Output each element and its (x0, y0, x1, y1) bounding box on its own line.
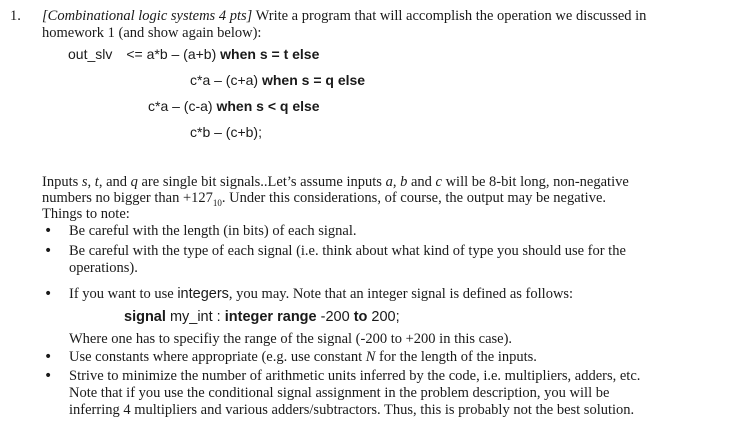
var-b: b (400, 174, 408, 190)
bullet-icon: • (44, 223, 53, 239)
para-line-3: Things to note: (42, 206, 130, 222)
var-q: q (130, 174, 138, 190)
para-text: , (392, 174, 401, 190)
base-subscript: 10 (212, 197, 222, 208)
bullet-2-text-line1: Be careful with the type of each signal (i.e. think about what kind of type you should use for the (69, 243, 626, 259)
bullet-4-text (69, 349, 537, 366)
code-range-low: -200 (320, 309, 354, 325)
bullet-4-text-b: for the length of the inputs. (375, 349, 537, 365)
var-a: a (385, 174, 393, 190)
question-tag: [Combinational logic systems 4 pts] (42, 8, 253, 24)
code-expr-2: c*a – (c+a) (190, 72, 262, 88)
code-range-high: 200; (371, 309, 400, 325)
keyword-integers: integers (177, 286, 229, 302)
bullet-icon: • (44, 243, 53, 259)
code-lhs: out_slv (68, 46, 113, 62)
code-expr-1: <= a*b – (a+b) (126, 46, 221, 62)
code-cond-2: when s = q else (261, 72, 366, 88)
para-line-1 (42, 174, 629, 191)
code-line-3 (148, 98, 320, 115)
bullet-icon: • (44, 368, 53, 384)
code-line-4: c*b – (c+b); (190, 124, 262, 140)
code-cond-3: when s < q else (216, 98, 320, 114)
bullet-4-text-a: Use constants where appropriate (e.g. use constant (69, 349, 366, 365)
bullet-3-after: Where one has to specifiy the range of the signal (-200 to +200 in this case). (69, 331, 513, 347)
para-text: Inputs (42, 174, 82, 190)
bullet-5-text-line3: inferring 4 multipliers and various adders/subtractors. Thus, this is probably not the best solution. (69, 402, 635, 418)
para-text: will be 8-bit long, non-negative (441, 174, 629, 190)
code-line-1 (68, 46, 319, 63)
var-t: t (94, 174, 99, 190)
para-text: are single bit signals..Let’s assume inputs (137, 174, 386, 190)
code-cond-1: when s = t else (220, 46, 320, 62)
var-n: N (365, 349, 376, 365)
var-c: c (435, 174, 442, 190)
para-text: . Under this considerations, of course, the output may be negative. (221, 190, 607, 206)
code-line-2 (190, 72, 365, 89)
question-intro-line2: homework 1 (and show again below): (42, 25, 262, 41)
bullet-3-text (69, 286, 573, 303)
bullet-icon: • (44, 349, 53, 365)
para-text: and (407, 174, 436, 190)
bullet-5-text-line2: Note that if you use the conditional signal assignment in the problem description, you will be (69, 385, 610, 401)
code-keyword-integer-range: integer range (224, 309, 321, 325)
bullet-2-text-line2: operations). (69, 260, 138, 276)
code-expr-3: c*a – (c-a) (148, 98, 217, 114)
question-number: 1. (10, 8, 21, 24)
para-text: numbers no bigger than +127 (42, 190, 213, 206)
var-s: s (81, 174, 88, 190)
code-keyword-to: to (353, 309, 372, 325)
code-keyword-signal: signal (124, 309, 170, 325)
para-line-2 (42, 190, 606, 207)
code-identifier: my_int : (169, 309, 225, 325)
bullet-3-text-a: If you want to use (69, 286, 178, 302)
question-intro (42, 8, 646, 25)
para-text: , and (98, 174, 131, 190)
question-intro-text: Write a program that will accomplish the operation we discussed in (252, 8, 647, 24)
para-text: , (87, 174, 95, 190)
bullet-icon: • (44, 286, 53, 302)
bullet-5-text-line1: Strive to minimize the number of arithmetic units inferred by the code, i.e. multipliers, adders, etc. (69, 368, 641, 384)
bullet-3-text-b: , you may. Note that an integer signal is defined as follows: (228, 286, 574, 302)
integer-signal-code (124, 309, 400, 326)
bullet-1-text: Be careful with the length (in bits) of each signal. (69, 223, 357, 239)
